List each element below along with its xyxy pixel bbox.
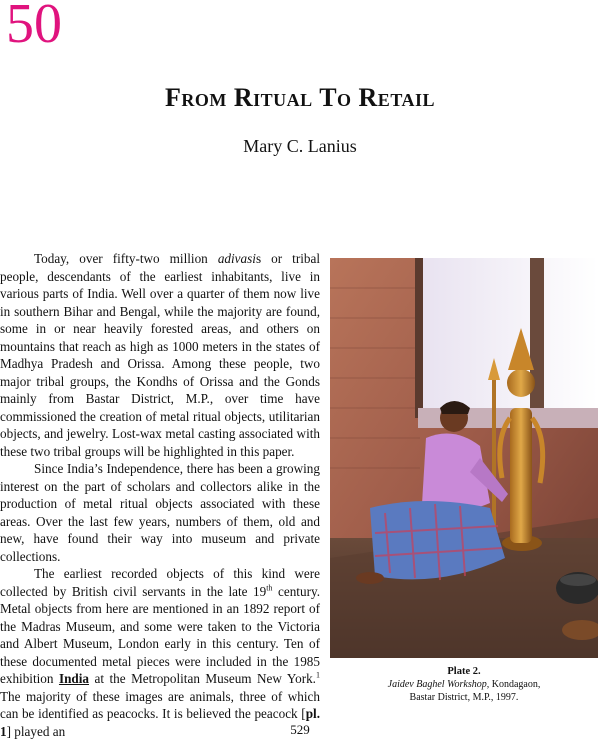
body-text xyxy=(0,250,320,740)
article-title: From Ritual To Retail xyxy=(165,83,435,112)
workshop-photo-illustration xyxy=(330,258,598,658)
exhibition-title: India xyxy=(58,671,90,686)
caption-title: Plate 2. xyxy=(447,666,481,677)
text-run: at the Metropolitan Museum New York. xyxy=(89,671,316,686)
author-name: Mary C. Lanius xyxy=(243,136,357,156)
workshop-name: Jaidev Baghel Workshop, xyxy=(387,679,490,690)
caption-line-1 xyxy=(330,678,598,691)
plate-caption xyxy=(330,665,598,704)
paragraph-3 xyxy=(0,565,320,740)
text-run: The majority of these images are animals, three of which can be identified as peacocks. It is believed the peacock [ xyxy=(0,688,320,721)
plate-reference: pl. 1 xyxy=(0,706,320,739)
paragraph-2: Since India’s Independence, there has been a growing interest on the part of scholars and collectors alike in the production of metal ritual objects associated with these areas. Over the last few years, numbers of them, old and new, have found their way into museum and private collections. xyxy=(0,461,320,564)
text-run: century. Metal objects from here are mentioned in an 1892 report of the Madras Museum, and some were taken to the Victoria and Albert Museum, London early in this century. Ten of these documented metal pieces were included in the 1985 exhibition xyxy=(0,583,320,686)
caption-location: Kondagaon, xyxy=(489,679,541,690)
text-run: ] played an xyxy=(6,723,66,739)
paragraph-1 xyxy=(0,250,320,460)
text-run: The earliest recorded objects of this kind were collected by British civil servants in the late 19 xyxy=(0,566,320,599)
chapter-number: 50 xyxy=(6,0,62,55)
text-run: s or tribal people, descendants of the earliest inhabitants, live in various parts of India. Well over a quarter of them now live in southern Bihar and Bengal, while the majority are found, some in or near heavily forested areas, and others on mountains that reach as high as 1000 meters in the states of Madhya Pradesh and Orissa. Among these people, two major tribal groups, the Kondhs of Orissa and the Gonds mainly from Bastar District, M.P., over time have commissioned the creation of metal ritual objects, utilitarian objects, and jewelry. Lost-wax metal casting associated with these two tribal groups will be highlighted in this paper. xyxy=(0,251,320,459)
text-run: Today, over fifty-two million xyxy=(34,251,218,266)
caption-line-2: Bastar District, M.P., 1997. xyxy=(409,692,519,703)
superscript: th xyxy=(266,583,273,593)
italic-term: adivasi xyxy=(217,251,256,266)
page-number: 529 xyxy=(290,722,310,737)
plate-photo xyxy=(330,258,598,658)
footnote-marker: 1 xyxy=(315,670,320,680)
